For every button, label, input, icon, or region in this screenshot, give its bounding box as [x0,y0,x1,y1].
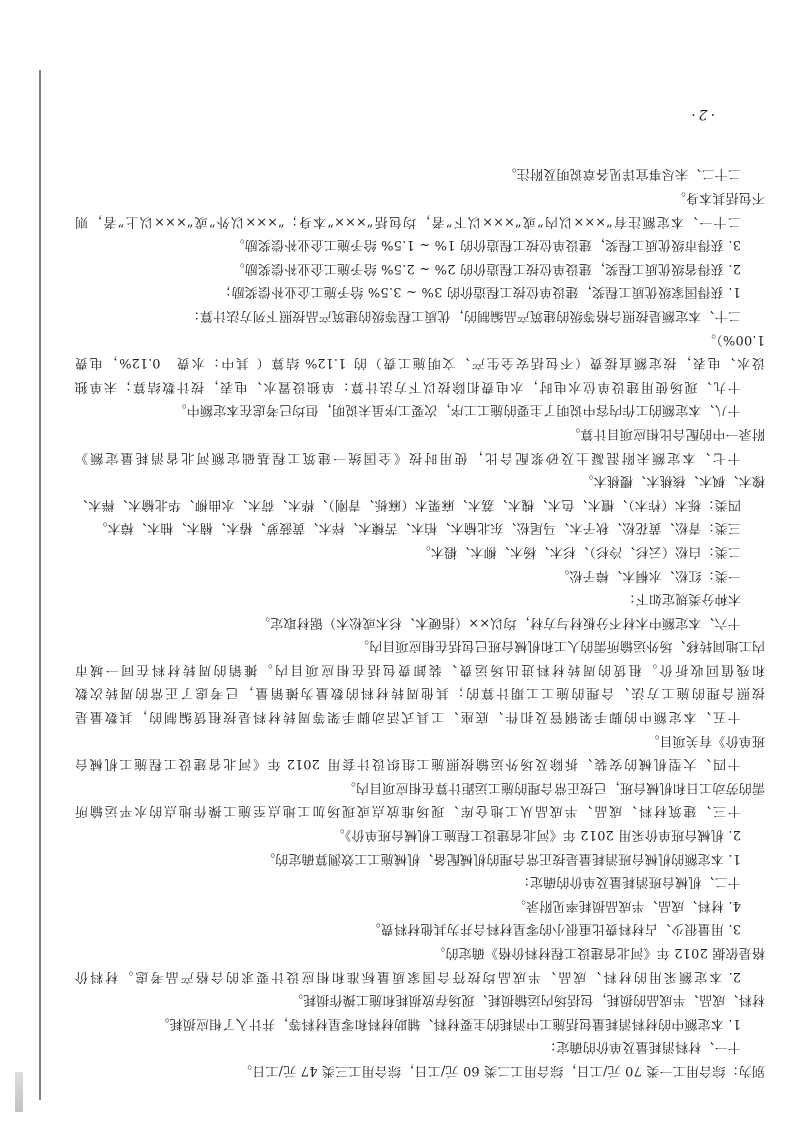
margin-stamp [15,1072,23,1112]
text-line: 1. 获得国家级优质工程奖，建设单位按工程造价的 3% ~ 3.5% 给予施工企业补偿奖励； [218,284,741,300]
section-heading: 二十一、本定额注有“×××以内”或“×××以下”者，均包括“×××”本身；“×××以外”或“×××以上”者，则 [75,213,741,229]
section-heading: 十八、本定额的工作内容中说明了主要的施工工序，次要工序虽未说明，但均已考虑在本定额中。 [173,402,741,418]
section-heading: 十五、本定额中的脚手架钢管及扣件、底座、工具式活动脚手架等周转材料是按租赁编制的，其数量是 [75,709,741,725]
section-heading: 十九、现场使用建设单位水电时，水电费扣除按以下方法计算：单独设置水、电表，按计数结算；未单独 [75,378,741,394]
text-line: 需的劳动工日和机械台班，已按正常合理的施工运距计算在相应项目内。 [342,779,765,795]
text-line: 二类：白松（云杉、冷杉）、杉木、杨木、柳木、椴木。 [417,543,741,559]
text-line: 1. 本定额的机械台班消耗量是按正常合理的机械配备、机械施工工效测算确定的。 [261,850,741,866]
text-line: 格是依据 2012 年《河北省建设工程材料价格》确定的。 [432,945,765,961]
section-heading: 十四、大型机械的安装、拆除及场外运输按照施工组织设计套用 2012 年《河北省建设工程施工机械台 [75,756,741,772]
text-line: 2. 获得省级优质工程奖，建设单位按工程造价的 2% ~ 2.5% 给予施工企业补偿奖励。 [231,260,741,276]
text-line: 一类：红松、水桐木、樟子松。 [556,567,741,583]
text-line: 设水、电表，按定额直接费（不包括安全生产、文明施工费）的 1.12% 结算（ 其中：水费 0.12%，电费 [75,355,765,371]
text-line: 和残值回收折价。租赁的周转材料进出场运费、装卸费包括在相应项目内。摊销的周转材料在同一城市 [75,661,765,677]
text-line: 3. 用量很少、占材料费比重很小的零星材料合并为其他材料费。 [367,921,741,937]
text-line: 4. 材料、成品、半成品损耗率见附录。 [512,897,741,913]
page-number: ·2· [688,106,715,122]
document-body [75,162,765,1082]
text-line: 班单价》有关项目。 [646,732,765,748]
text-line: 材料、成品、半成品的损耗，包括场内运输损耗、现场存放损耗和施工操作损耗。 [289,992,765,1008]
text-line: 附录一中的配合比相应项目计算。 [566,425,765,441]
text-line: 木种分类规定如下： [622,591,741,607]
text-line: 橡木、枫木、核桃木、樱桃木。 [580,473,765,489]
text-line: 不包括其本身。 [672,190,765,206]
scan-edge-line [39,70,41,1100]
text-line: 1. 本定额中的材料消耗量包括施工中消耗的主要材料、辅助材料和零星材料等，并计入了相应损耗。 [156,1015,741,1031]
text-line: 2. 本定额采用的材料、成品、半成品均按符合国家质量标准和相应设计要求的合格产品考虑。材料价 [75,968,741,984]
text-line: 3. 获得市级优质工程奖，建设单位按工程造价的 1% ~ 1.5% 给予施工企业补偿奖励。 [231,237,741,253]
section-heading: 十二、机械台班消耗量及单价的确定： [516,874,741,890]
section-heading: 十六、本定额中木材不分板材与方材，均以××（指硬木、杉木或松木）锯材取定。 [256,614,741,630]
section-heading: 十三、建筑材料、成品、半成品从工地仓库、现场堆放点或现场加工地点至施工操作地点的水平运输所 [75,803,741,819]
text-line: 四类：栎木（柞木）、檀木、色木、槐木、荔木、麻栗木（麻栎、青刚）、桦木、荷木、水曲柳、华北榆木、榉木、 [75,496,741,512]
text-line: 2. 机械台班单价采用 2012 年《河北省建设工程施工机械台班单价》。 [331,827,741,843]
section-heading: 二十二、未尽事宜详见各章说明及附注。 [503,166,741,182]
text-line: 三类：青松、黄花松、秋子木、马尾松、东北榆木、柏木、苦楝木、梓木、黄菠萝、椿木、楠木、柚木、樟木。 [94,520,741,536]
text-line: 别为：综合用工一类 70 元/工日，综合用工二类 60 元/工日，综合用工三类 47 元/工日。 [238,1063,765,1078]
text-line: 内工地间转移、场外运输所需的人工和机械台班已包括在相应项目内。 [355,638,765,654]
section-heading: 十七、本定额未附混凝土及砂浆配合比，使用时按《全国统一建筑工程基础定额河北省消耗量定额》 [75,449,741,465]
text-line: 按照合理的施工方法、合理的施工工期计算的；其他周转材料的数量为摊销量，已考虑了正常的周转次数 [75,685,765,701]
section-heading: 二十、本定额是按照合格等级的建筑产品编制的，优质工程等级的建筑产品按照下列方法计算： [186,308,741,323]
section-heading: 十一、材料消耗量及单价的确定： [542,1039,741,1055]
text-line: 1.00%）。 [702,331,765,347]
